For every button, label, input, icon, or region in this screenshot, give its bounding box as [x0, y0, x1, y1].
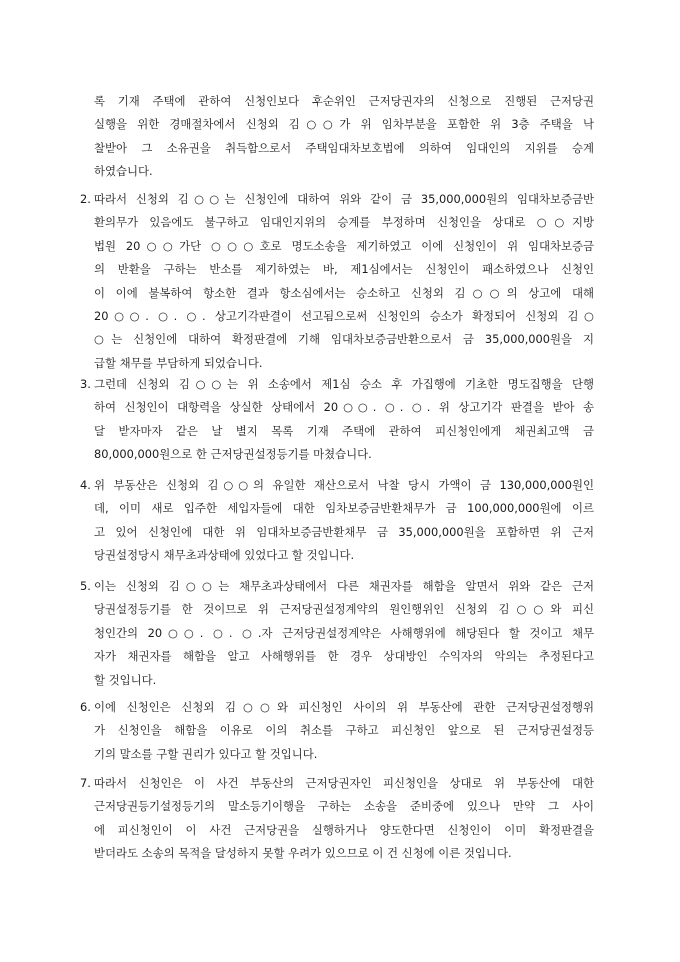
- paragraph-4: [82, 474, 594, 568]
- paragraph-number: 7.: [80, 776, 91, 790]
- paragraph-number: 6.: [80, 700, 91, 714]
- text-line: 달 받자마자 같은 날 별지 목록 기재 주택에 관하여 피신청인에게 채권최고액 금: [94, 423, 594, 438]
- text-line: 록 기재 주택에 관하여 신청인보다 후순위인 근저당권자의 신청으로 진행된 근저당권: [94, 94, 594, 108]
- text-line: 가 신청인을 해함을 이유로 이의 취소를 구하고 피신청인 앞으로 된 근저당권설정등: [94, 723, 594, 738]
- text-line: 그런데 신청외 김○○는 위 소송에서 제1심 승소 후 가집행에 기초한 명도집행을 단행: [94, 377, 594, 391]
- text-line: 따라서 신청외 김○○는 신청인에 대하여 위와 같이 금 35,000,000원의 임대차보증금반: [94, 192, 594, 206]
- text-line: 의 반환을 구하는 반소를 제기하였는 바, 제1심에서는 신청인이 패소하였으나 신청인: [94, 262, 594, 277]
- text-line: 법원 20○○가단 ○○○호로 명도소송을 제기하였고 이에 신청인이 위 임대차보증금: [94, 238, 594, 253]
- text-line: 당권설정당시 채무초과상태에 있었다고 할 것입니다.: [94, 548, 355, 563]
- paragraph-1-continuation: [82, 90, 594, 184]
- paragraph-number: 3.: [80, 377, 91, 391]
- text-line: 실행을 위한 경매절차에서 신청외 김○○가 위 임차부분을 포함한 위 3층 주택을 낙: [94, 117, 594, 132]
- paragraph-7: [82, 772, 594, 866]
- paragraph-3: [82, 373, 594, 467]
- text-line: 에 피신청인이 이 사건 근저당권을 실행하거나 양도한다면 신청인이 이미 확정판결을: [94, 822, 594, 837]
- text-line: 이는 신청외 김○○는 채무초과상태에서 다른 채권자를 해함을 알면서 위와 같은 근저: [94, 579, 594, 593]
- text-line: 청인간의 20○○. ○. ○.자 근저당권설정계약은 사해행위에 해당된다 할 것이고 채무: [94, 625, 594, 640]
- text-line: 받더라도 소송의 목적을 달성하지 못할 우려가 있으므로 이 건 신청에 이른 것입니다.: [94, 846, 512, 861]
- text-line: 급할 채무를 부담하게 되었습니다.: [94, 355, 263, 370]
- paragraph-number: 5.: [80, 579, 91, 593]
- text-line: 하여 신청인이 대항력을 상실한 상태에서 20○○. ○. ○. 위 상고기각 판결을 받아 송: [94, 400, 594, 415]
- text-line: 당권설정등기를 한 것이므로 위 근저당권설정계약의 원인행위인 신청외 김○○와 피신: [94, 602, 594, 617]
- text-line: 위 부동산은 신청외 김○○의 유일한 재산으로서 낙찰 당시 가액이 금 130,000,000원인: [94, 478, 594, 492]
- text-line: 20○○. ○. ○. 상고기각판결이 선고됨으로써 신청인의 승소가 확정되어 신청외 김○: [94, 308, 594, 323]
- text-line: ○는 신청인에 대하여 확정판결에 기해 임대차보증금반환으로서 금 35,000,000원을 지: [94, 332, 594, 347]
- text-line: 찰받아 그 소유권을 취득함으로서 주택임대차보호법에 의하여 임대인의 지위를 승계: [94, 140, 594, 155]
- text-line: 고 있어 신청인에 대한 위 임대차보증금반환채무 금 35,000,000원을 포함하면 위 근저: [94, 524, 594, 539]
- paragraph-number: 4.: [80, 478, 91, 492]
- text-line: 데, 이미 새로 입주한 세입자들에 대한 임차보증금반환채무가 금 100,000,000원에 이르: [94, 501, 594, 516]
- paragraph-6: [82, 696, 594, 766]
- text-line: 하였습니다.: [94, 164, 153, 179]
- paragraph-5: [82, 575, 594, 692]
- text-line: 근저당권등기설정등기의 말소등기이행을 구하는 소송을 준비중에 있으나 만약 그 사이: [94, 799, 594, 814]
- text-line: 80,000,000원으로 한 근저당권설정등기를 마쳤습니다.: [94, 447, 372, 462]
- text-line: 따라서 신청인은 이 사건 부동산의 근저당권자인 피신청인을 상대로 위 부동산에 대한: [94, 776, 594, 790]
- text-line: 이에 신청인은 신청외 김○○와 피신청인 사이의 위 부동산에 관한 근저당권설정행위: [94, 700, 594, 714]
- text-line: 이 이에 불복하여 항소한 결과 항소심에서는 승소하고 신청외 김○○의 상고에 대해: [94, 285, 594, 300]
- text-line: 기의 말소를 구할 권리가 있다고 할 것입니다.: [94, 746, 318, 761]
- text-line: 할 것입니다.: [94, 672, 157, 687]
- paragraph-number: 2.: [80, 192, 91, 206]
- text-line: 자가 채권자를 해함을 알고 사해행위를 한 경우 상대방인 수익자의 악의는 추정된다고: [94, 649, 594, 664]
- paragraph-2: [82, 188, 594, 375]
- text-line: 환의무가 있음에도 불구하고 임대인지위의 승계를 부정하며 신청인을 상대로 ○○지방: [94, 215, 594, 230]
